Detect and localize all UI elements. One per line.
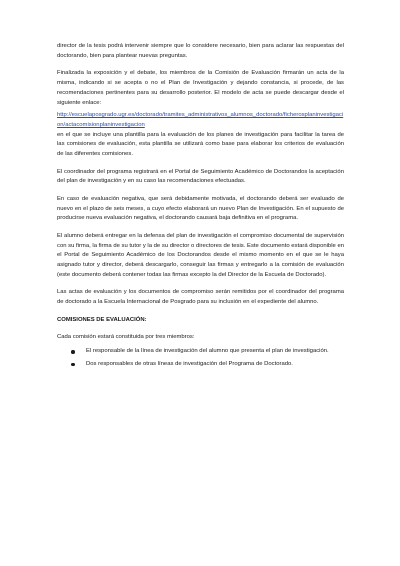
paragraph-negative-evaluation: En caso de evaluación negativa, que será debidamente motivada, el doctorando deberá ser evaluado de nuevo en el plazo de seis meses, a cuyo efecto elaborará un nuevo Plan de Investigación. En el supuesto de producirse nueva evaluación negativa, el doctorando causará baja definitiva en el programa. — [57, 195, 344, 222]
bullet-icon — [71, 363, 75, 367]
bullet-icon — [71, 350, 75, 354]
list-item — [86, 360, 344, 370]
list-item-text: El responsable de la línea de investigación del alumno que presenta el plan de investigación. — [86, 347, 329, 354]
paragraph-acts-submission: Las actas de evaluación y los documentos de compromiso serán remitidos por el coordinador del programa de doctorado a la Escuela Internacional de Posgrado para su inclusión en el expediente del alumno. — [57, 289, 344, 306]
commission-members-list — [57, 347, 344, 370]
paragraph-supervision-commitment: El alumno deberá entregar en la defensa del plan de investigación el compromiso documental de supervisión con su firma, la firma de su tutor y la de su director o directores de tesis. Este documento estará disponible en el Portal de Seguimiento Académico de los Doctorandos desde el mismo momento en el que se le haya asignado tutor y director, deberá descargarlo, conseguir las firmas y entregarlo a la comisión de evaluación (este documento deberá contener todas las firmas excepto la del Director de la Escuela de Doctorado). — [57, 232, 344, 279]
paragraph-director-intervention: director de la tesis podrá intervenir siempre que lo considere necesario, bien para aclarar las respuestas del doctorando, bien para plantear nuevas preguntas. — [57, 43, 344, 59]
paragraph-acta-signature: Finalizada la exposición y el debate, los miembros de la Comisión de Evaluación firmarán un acta de la misma, indicando si se acepta o no el Plan de Investigación y dejando constancia, si procede, de las recomendaciones pertinentes para su desarrollo posterior. El modelo de acta se puede descargar desde el siguiente enlace: — [57, 70, 344, 106]
list-item-text: Dos responsables de otras líneas de investigación del Programa de Doctorado. — [86, 360, 293, 367]
list-item — [86, 347, 344, 357]
acta-download-link[interactable]: http://escuelaposgrado.ugr.es/doctorado/tramites_administrativos_alumnos_doctorado/ficherosplaninvestigacion/actacomisionplaninvestigacion — [57, 112, 344, 128]
paragraph-coordinator-registration: El coordinador del programa registrará en el Portal de Seguimiento Académico de Doctorandos la aceptación del plan de investigación y en su caso las recomendaciones efectuadas. — [57, 168, 344, 185]
paragraph-template-info: en el que se incluye una plantilla para la evaluación de los planes de investigación para facilitar la tarea de las comisiones de evaluación, esta plantilla se utilizará como base para elaborar los criterios de evaluación de las diferentes comisiones. — [57, 131, 344, 158]
paragraph-commission-intro: Cada comisión estará constituida por tres miembros: — [57, 334, 195, 340]
section-heading-comisiones: COMISIONES DE EVALUACIÓN: — [57, 316, 147, 323]
